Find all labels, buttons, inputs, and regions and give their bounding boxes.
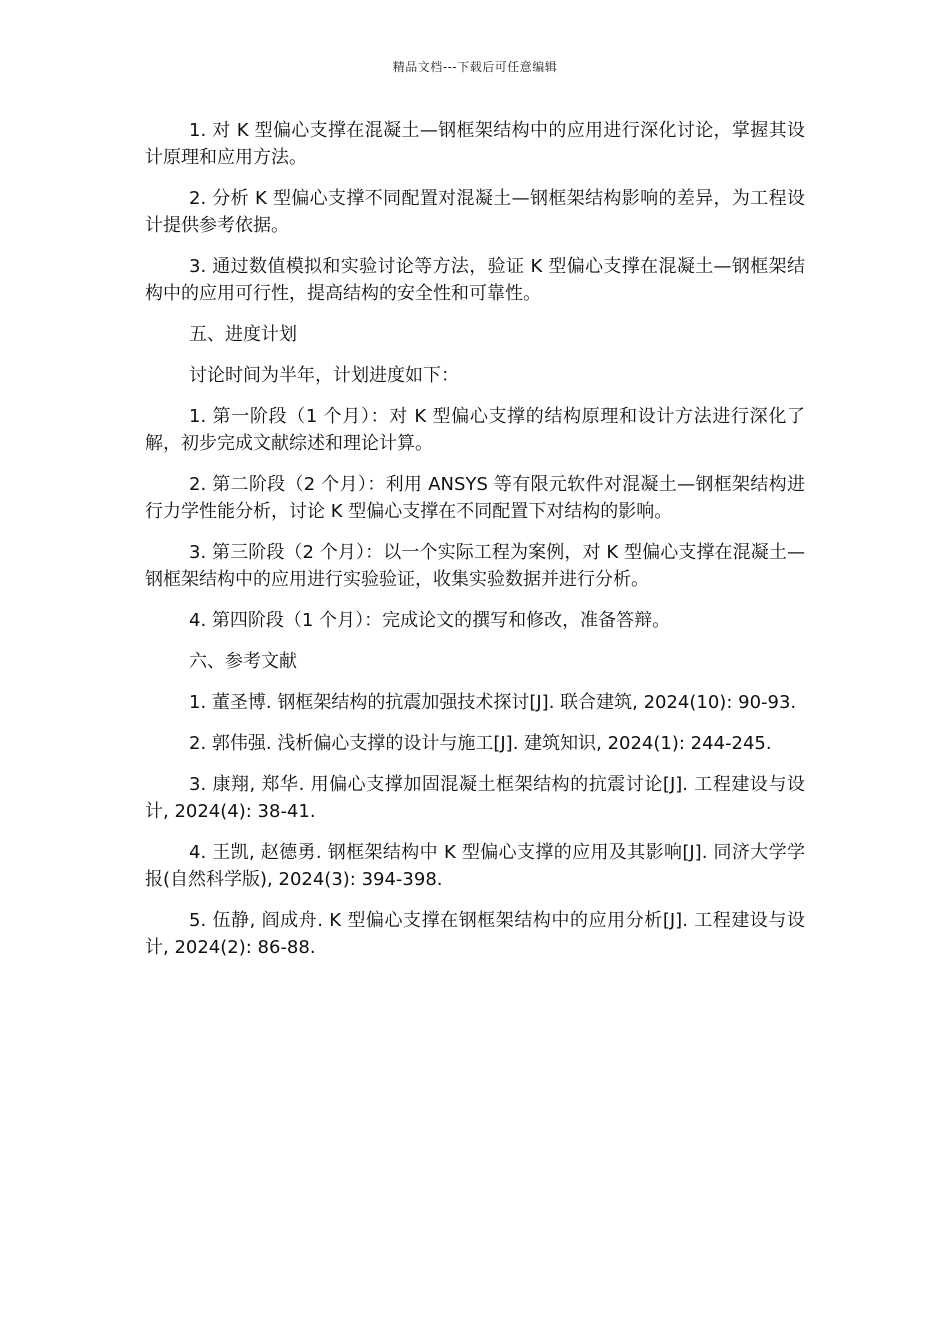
schedule-intro: 讨论时间为半年，计划进度如下： <box>189 365 459 386</box>
reference-1: 1. 董圣博. 钢框架结构的抗震加强技术探讨[J]. 联合建筑, 2024(10): 90-93. <box>189 692 797 713</box>
objective-2: 2. 分析 K 型偏心支撑不同配置对混凝土—钢框架结构影响的差异，为工程设计提供参考依据。 <box>145 188 805 236</box>
reference-5: 5. 伍静, 阎成舟. K 型偏心支撑在钢框架结构中的应用分析[J]. 工程建设与设计, 2024(2): 86-88. <box>145 910 805 958</box>
schedule-stage-1: 1. 第一阶段（1 个月）：对 K 型偏心支撑的结构原理和设计方法进行深化了解，初步完成文献综述和理论计算。 <box>145 406 805 454</box>
document-body <box>145 117 805 975</box>
objective-3: 3. 通过数值模拟和实验讨论等方法，验证 K 型偏心支撑在混凝土—钢框架结构中的应用可行性，提高结构的安全性和可靠性。 <box>145 256 805 304</box>
schedule-stage-4: 4. 第四阶段（1 个月）：完成论文的撰写和修改，准备答辩。 <box>189 610 671 631</box>
objective-1: 1. 对 K 型偏心支撑在混凝土—钢框架结构中的应用进行深化讨论，掌握其设计原理和应用方法。 <box>145 120 805 168</box>
section-heading-references: 六、参考文献 <box>189 651 297 672</box>
schedule-stage-3: 3. 第三阶段（2 个月）：以一个实际工程为案例，对 K 型偏心支撑在混凝土—钢框架结构中的应用进行实验验证，收集实验数据并进行分析。 <box>145 542 805 590</box>
schedule-stage-2: 2. 第二阶段（2 个月）：利用 ANSYS 等有限元软件对混凝土—钢框架结构进行力学性能分析，讨论 K 型偏心支撑在不同配置下对结构的影响。 <box>145 474 805 522</box>
section-heading-schedule: 五、进度计划 <box>189 324 297 345</box>
reference-3: 3. 康翔, 郑华. 用偏心支撑加固混凝土框架结构的抗震讨论[J]. 工程建设与设计, 2024(4): 38-41. <box>145 774 805 822</box>
page-header: 精品文档---下载后可任意编辑 <box>392 60 558 74</box>
reference-4: 4. 王凯, 赵德勇. 钢框架结构中 K 型偏心支撑的应用及其影响[J]. 同济大学学报(自然科学版), 2024(3): 394-398. <box>145 842 805 890</box>
reference-2: 2. 郭伟强. 浅析偏心支撑的设计与施工[J]. 建筑知识, 2024(1): 244-245. <box>189 733 772 754</box>
